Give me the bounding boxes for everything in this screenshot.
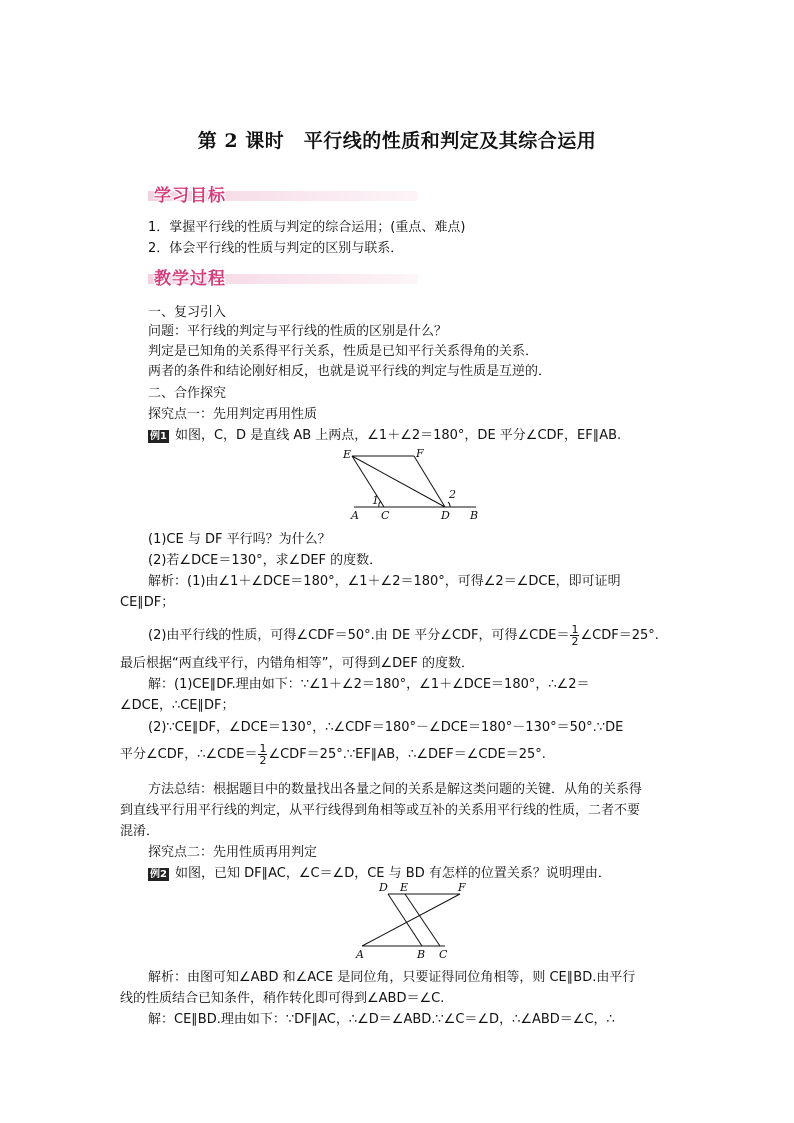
example-2-tag: 例2 [150,869,167,880]
label-c: C [381,509,390,522]
fraction-half [570,624,579,647]
explore-heading: 二、合作探究 [148,386,227,401]
example-1-solution: ∠DCE，∴CE∥DF； [120,698,235,713]
example-1-analysis: CE∥DF； [120,595,175,610]
label-c: C [439,948,448,960]
section-heading-goals [148,183,418,205]
fraction-denominator: 2 [259,754,267,767]
analysis-text: ∠CDF＝25°. [580,628,659,643]
method-summary: 混淆． [120,824,160,839]
angle-2-arc [448,502,450,507]
label-f: F [416,447,424,460]
page-title: 第 2 课时 平行线的性质和判定及其综合运用 [197,130,597,152]
fraction-denominator: 2 [571,635,579,648]
example-2-figure [350,878,480,960]
label-a: A [356,948,364,960]
example-1-text: 如图，C，D 是直线 AB 上两点，∠1＋∠2＝180°，DE 平分∠CDF，EF∥AB. [174,428,622,443]
example-1-question-2: (2)若∠DCE＝130°，求∠DEF 的度数． [148,553,383,568]
example-1-solution: (2)∵CE∥DF，∠DCE＝130°，∴∠CDF＝180°－∠DCE＝180°－130°＝50°.∵DE [148,720,624,735]
heading-label: 教学过程 [154,269,226,289]
goal-item: 2．体会平行线的性质与判定的区别与联系． [148,241,404,256]
section-heading-process [148,266,418,288]
example-1-solution-frac-line [120,743,546,766]
line-af [362,894,460,946]
example-1-statement [148,424,621,443]
example-1-tag: 例1 [150,431,167,442]
line-df [414,456,445,507]
fraction-half [258,743,267,766]
method-summary: 到直线平行用平行线的判定，从平行线得到角相等或互补的关系用平行线的性质，二者不要 [120,803,641,818]
review-heading: 一、复习引入 [148,305,227,320]
line-bd [388,894,422,946]
line-de [352,456,445,507]
example-1-analysis-2 [148,624,659,647]
example-2-text: 如图，已知 DF∥AC，∠C＝∠D，CE 与 BD 有怎样的位置关系？说明理由． [174,866,611,881]
label-angle-1: 1 [372,494,379,507]
label-e: E [343,448,352,461]
example-2-solution: 解：CE∥BD.理由如下：∵DF∥AC，∴∠D＝∠ABD.∵∠C＝∠D，∴∠ABD＝∠C，∴ [148,1012,615,1027]
method-summary: 方法总结：根据题目中的数量找出各量之间的关系是解这类问题的关键．从角的关系得 [148,782,643,797]
example-1-question-1: (1)CE 与 DF 平行吗？为什么？ [148,532,331,547]
heading-label: 学习目标 [154,186,226,206]
label-a: A [351,509,359,522]
review-question: 问题：平行线的判定与平行线的性质的区别是什么？ [148,324,448,339]
label-b: B [417,948,426,960]
angle-1-arc [379,501,381,507]
line-ce [352,456,384,507]
solution-text: ∠CDF＝25°.∵EF∥AB，∴∠DEF＝∠CDE＝25°. [268,747,546,762]
label-b: B [470,509,479,522]
label-d: D [379,881,388,894]
example-2-analysis: 解析：由图可知∠ABD 和∠ACE 是同位角，只要证得同位角相等，则 CE∥BD.由平行 [148,970,636,985]
fraction-numerator: 1 [259,742,267,755]
example-1-solution: 解：(1)CE∥DF.理由如下：∵∠1＋∠2＝180°，∠1＋∠DCE＝180°，∴∠2＝ [148,677,590,692]
fraction-numerator: 1 [571,623,579,636]
label-d: D [441,509,450,522]
explore-point-1: 探究点一：先用判定再用性质 [148,407,318,422]
solution-text: 平分∠CDF，∴∠CDE＝ [120,747,258,762]
review-answer: 两者的条件和结论刚好相反，也就是说平行线的判定与性质是互逆的． [148,364,552,379]
example-1-analysis-3: 最后根据“两直线平行，内错角相等”，可得到∠DEF 的度数． [120,656,474,671]
example-1-analysis: 解析：(1)由∠1＋∠DCE＝180°，∠1＋∠2＝180°，可得∠2＝∠DCE，即可证明 [148,574,621,589]
example-2-analysis: 线的性质结合已知条件，稍作转化即可得到∠ABD＝∠C. [120,991,445,1006]
label-angle-2: 2 [449,488,456,501]
goal-item: 1．掌握平行线的性质与判定的综合运用；(重点、难点) [148,220,466,235]
review-answer: 判定是已知角的关系得平行关系，性质是已知平行关系得角的关系． [148,344,539,359]
explore-point-2: 探究点二：先用性质再用判定 [148,845,318,860]
label-e: E [400,881,409,894]
label-f: F [458,881,466,894]
analysis-text: (2)由平行线的性质，可得∠CDF＝50°.由 DE 平分∠CDF，可得∠CDE＝ [148,628,570,643]
example-1-figure [340,446,490,522]
